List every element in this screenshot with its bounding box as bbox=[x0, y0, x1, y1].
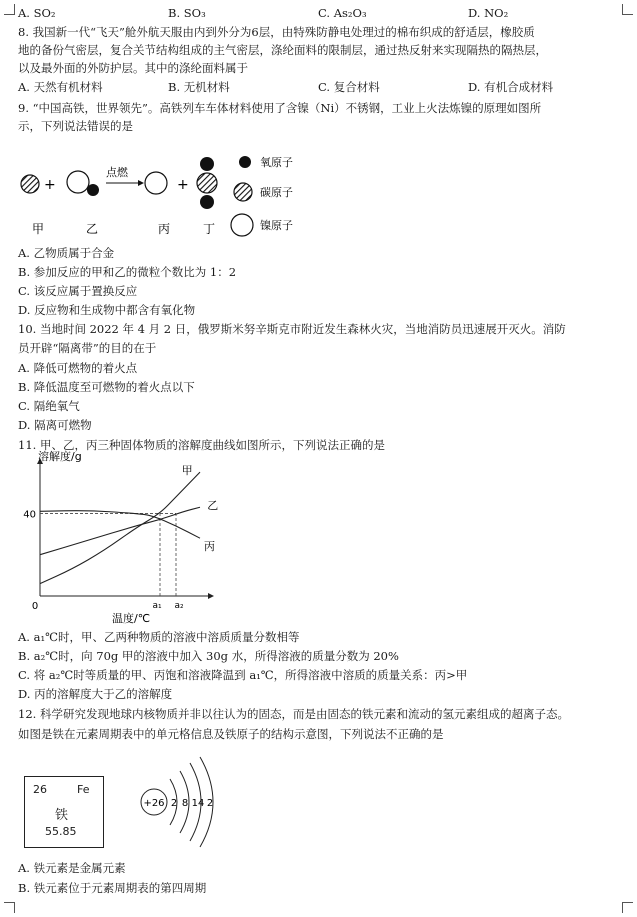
carbon-atom-jia bbox=[21, 175, 39, 193]
q11-option-b: B. a₂℃时，向 70g 甲的溶液中加入 30g 水，所得溶液的质量分数为 20% bbox=[18, 649, 399, 663]
q10-option-c: C. 隔绝氧气 bbox=[18, 399, 80, 413]
oxygen-atom-ding-top bbox=[200, 157, 214, 171]
corner-mark-top-left bbox=[4, 4, 15, 15]
element-atomic-mass: 55.85 bbox=[45, 825, 77, 838]
y-tick-label: 40 bbox=[23, 509, 36, 521]
element-cell bbox=[24, 776, 104, 848]
x-tick-label: a₁ bbox=[152, 601, 162, 611]
atom-structure-diagram bbox=[130, 757, 250, 847]
q9-option-c: C. 该反应属于置换反应 bbox=[18, 284, 138, 298]
x-tick-label: a₂ bbox=[174, 601, 184, 611]
q8-option-d: D. 有机合成材料 bbox=[468, 80, 554, 94]
legend-oxygen-icon bbox=[239, 156, 251, 168]
plus-sign-1: + bbox=[44, 177, 56, 193]
curve-label-1: 甲 bbox=[181, 464, 193, 478]
element-name: 铁 bbox=[55, 808, 69, 823]
q10-option-a: A. 降低可燃物的着火点 bbox=[18, 361, 138, 375]
solubility-chart bbox=[18, 450, 228, 628]
q12-option-b: B. 铁元素位于元素周期表的第四周期 bbox=[18, 881, 207, 895]
reaction-diagram bbox=[0, 140, 637, 250]
shell-electrons-4: 2 bbox=[206, 798, 214, 809]
q10-option-d: D. 隔离可燃物 bbox=[18, 418, 92, 432]
q10-stem-line-2: 员开辟“隔离带”的目的在于 bbox=[18, 341, 157, 355]
q8-stem-line-3: 以及最外面的外防护层。其中的涤纶面料属于 bbox=[18, 61, 248, 75]
y-axis-label: 溶解度/g bbox=[38, 450, 82, 463]
label-ding: 丁 bbox=[203, 222, 216, 236]
legend-oxygen-label: 氧原子 bbox=[260, 156, 293, 169]
q9-option-a: A. 乙物质属于合金 bbox=[18, 246, 115, 260]
q7-option-a: A. SO₂ bbox=[18, 6, 56, 20]
element-atomic-number: 26 bbox=[33, 783, 47, 796]
q9-option-b: B. 参加反应的甲和乙的微粒个数比为 1：2 bbox=[18, 265, 237, 279]
legend-nickel-label: 镍原子 bbox=[260, 219, 293, 232]
q8-stem-line-2: 地的备份气密层，复合关节结构组成的主气密层，涤纶面料的限制层，通过热反射来实现隔热的隔热层， bbox=[18, 43, 547, 57]
nickel-atom-yi bbox=[67, 171, 89, 193]
solubility-curve-1 bbox=[40, 472, 200, 583]
q8-option-b: B. 无机材料 bbox=[168, 80, 230, 94]
corner-mark-top-right bbox=[622, 4, 633, 15]
oxygen-atom-ding-bottom bbox=[200, 195, 214, 209]
element-symbol: Fe bbox=[77, 783, 90, 796]
nickel-atom-bing bbox=[145, 172, 167, 194]
q8-stem-line-1: 8. 我国新一代“飞天”舱外航天服由内到外分为6层，由特殊防静电处理过的棉布织成的舒适层，橡胶质 bbox=[18, 25, 535, 39]
label-bing: 丙 bbox=[158, 222, 171, 236]
q12-option-a: A. 铁元素是金属元素 bbox=[18, 861, 126, 875]
q11-option-d: D. 丙的溶解度大于乙的溶解度 bbox=[18, 687, 173, 701]
corner-mark-bottom-left bbox=[4, 902, 15, 913]
plus-sign-2: + bbox=[177, 177, 189, 193]
q12-stem-line-2: 如图是铁在元素周期表中的单元格信息及铁原子的结构示意图，下列说法不正确的是 bbox=[18, 727, 444, 741]
carbon-atom-ding bbox=[197, 173, 217, 193]
corner-mark-bottom-right bbox=[622, 902, 633, 913]
curve-label-2: 乙 bbox=[207, 499, 219, 513]
nucleus-charge: +26 bbox=[143, 798, 165, 809]
q11-stem: 11. 甲、乙，丙三种固体物质的溶解度曲线如图所示，下列说法正确的是 bbox=[18, 438, 385, 452]
shell-electrons-2: 8 bbox=[181, 798, 189, 809]
q8-option-a: A. 天然有机材料 bbox=[18, 80, 103, 94]
reaction-arrow-head bbox=[138, 180, 144, 186]
q7-option-d: D. NO₂ bbox=[468, 6, 509, 20]
x-axis-label: 温度/℃ bbox=[112, 612, 151, 625]
label-yi: 乙 bbox=[86, 222, 99, 236]
q11-option-c: C. 将 a₂℃时等质量的甲、丙饱和溶液降温到 a₁℃，所得溶液中溶质的质量关系：丙>甲 bbox=[18, 668, 468, 682]
q10-stem-line-1: 10. 当地时间 2022 年 4 月 2 日，俄罗斯米努辛斯克市附近发生森林火灾，当地消防员迅速展开灭火。消防 bbox=[18, 322, 566, 336]
q7-option-b: B. SO₃ bbox=[168, 6, 206, 20]
q9-stem-line-2: 示，下列说法错误的是 bbox=[18, 119, 133, 133]
legend-nickel-icon bbox=[231, 214, 253, 236]
x-axis-arrow bbox=[208, 593, 214, 599]
q7-option-c: C. As₂O₃ bbox=[318, 6, 367, 20]
q12-stem-line-1: 12. 科学研究发现地球内核物质并非以往认为的固态，而是由固态的铁元素和流动的氢元素组成的超离子态。 bbox=[18, 707, 569, 721]
reaction-condition: 点燃 bbox=[106, 166, 128, 179]
legend-carbon-label: 碳原子 bbox=[260, 186, 293, 199]
q8-option-c: C. 复合材料 bbox=[318, 80, 380, 94]
q10-option-b: B. 降低温度至可燃物的着火点以下 bbox=[18, 380, 195, 394]
label-jia: 甲 bbox=[32, 222, 45, 236]
origin-label: 0 bbox=[31, 601, 39, 612]
legend-carbon-icon bbox=[234, 183, 252, 201]
q9-stem-line-1: 9. “中国高铁，世界领先”。高铁列车车体材料使用了含镍（Ni）不锈钢，工业上火法炼镍的原理如图所 bbox=[18, 101, 542, 115]
q11-option-a: A. a₁℃时，甲、乙两种物质的溶液中溶质质量分数相等 bbox=[18, 630, 300, 644]
curve-label-3: 丙 bbox=[204, 540, 215, 554]
shell-electrons-3: 14 bbox=[191, 798, 205, 809]
shell-electrons-1: 2 bbox=[170, 798, 178, 809]
q9-option-d: D. 反应物和生成物中都含有氧化物 bbox=[18, 303, 196, 317]
oxygen-atom-yi bbox=[87, 184, 99, 196]
